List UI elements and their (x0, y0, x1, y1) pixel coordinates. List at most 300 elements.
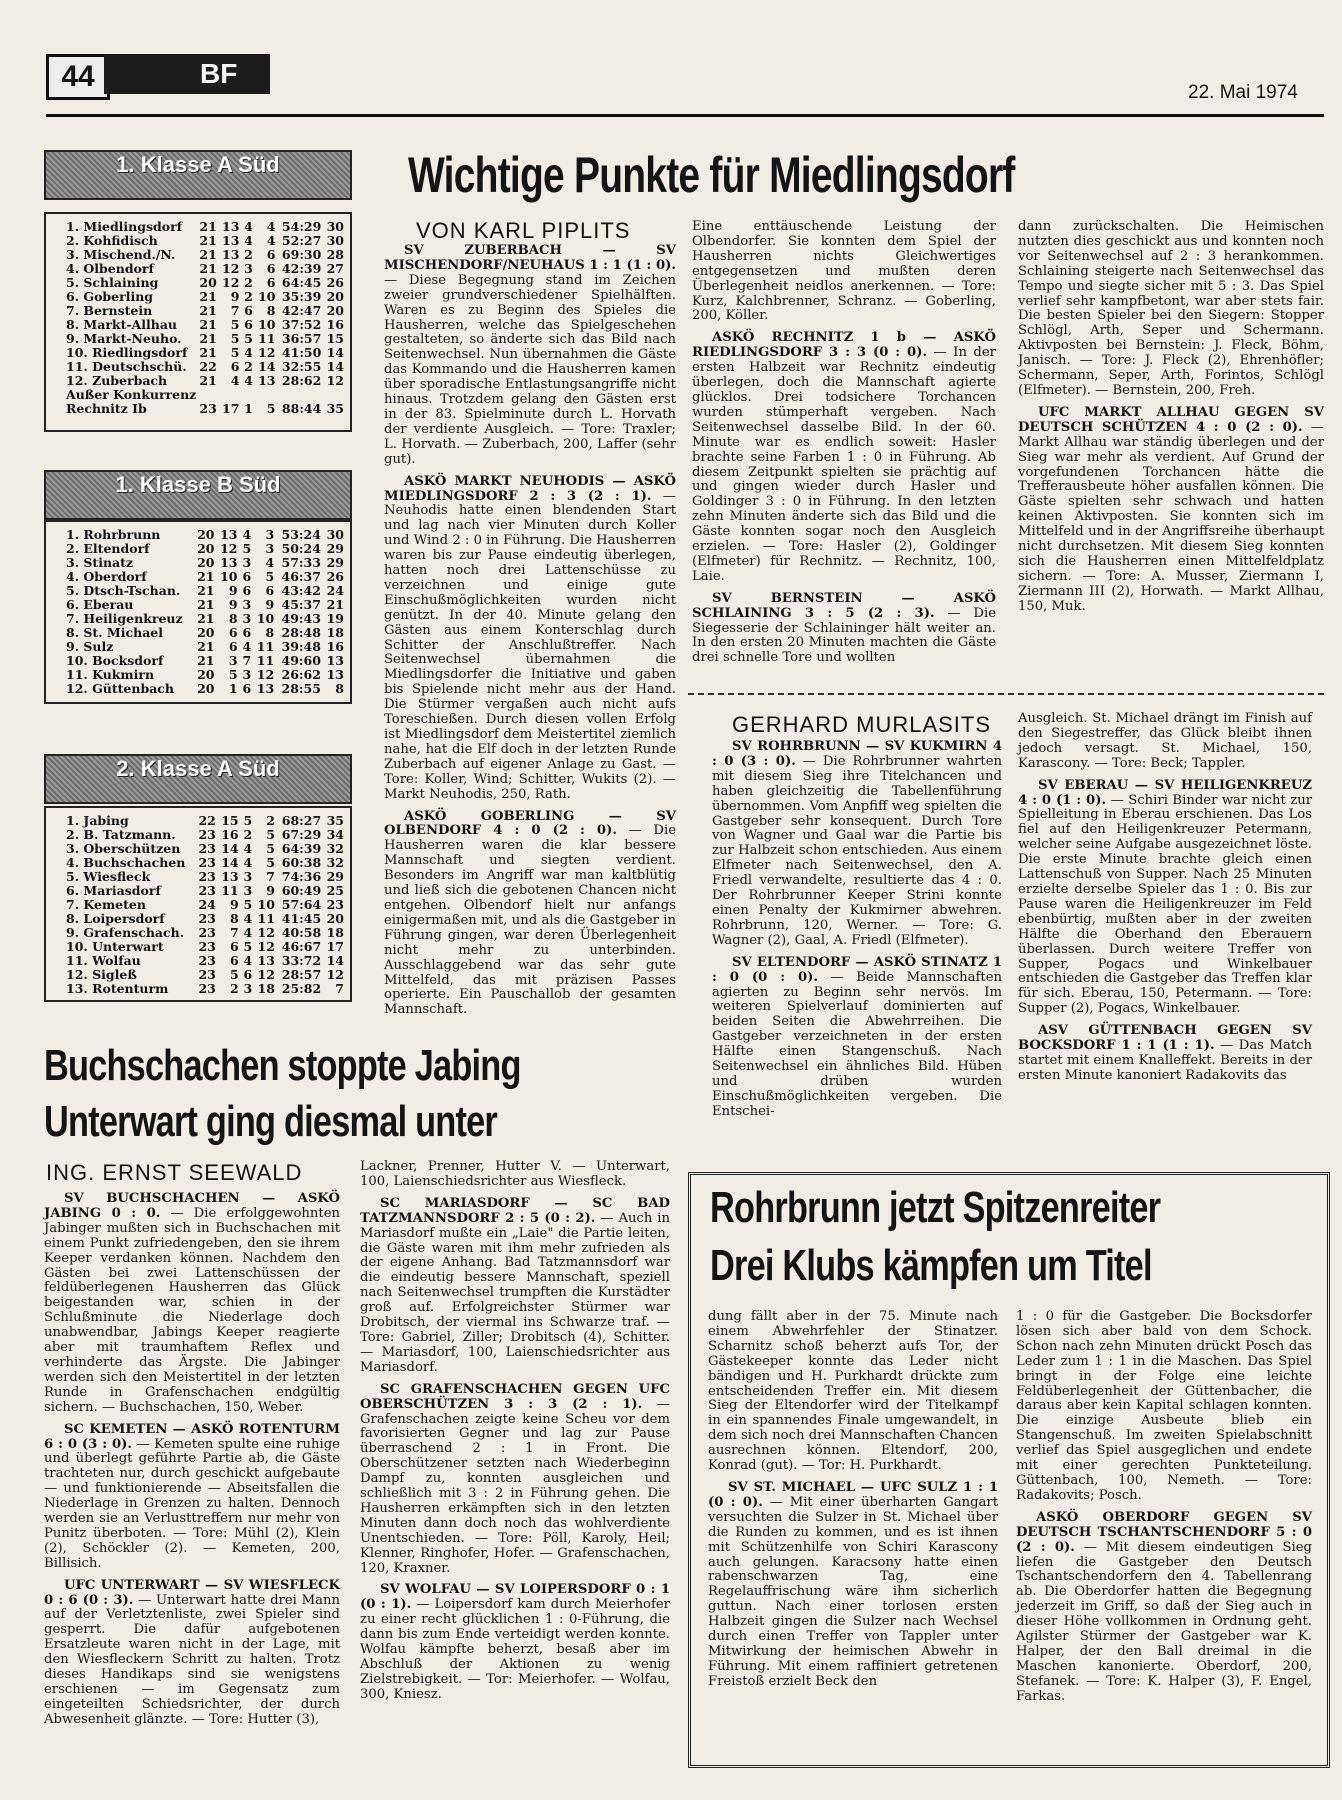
stat-cell: 23 (198, 855, 216, 870)
table-row (66, 870, 344, 884)
stat-cell: 5 (242, 541, 252, 556)
table-row (66, 828, 344, 842)
paragraph-text: — Unterwart hatte drei Mann auf der Verletztenliste, zwei Spieler sind gesperrt. Die dafür aufgebotenen Ersatzleute waren nicht in der Lage, mit den Wiesfleckern Schritt zu halten. Trotz dieses Handikaps sind sie wenigstens erschienen — im Gegensatz zum eingeteilten Schiedsrichter, der durch Abwesenheit glänzte. — Tore: Hutter (3), (44, 1592, 341, 1727)
paragraph-text: — Mit einer überharten Gangart versuchten die Sulzer in St. Michael über die Runden zu kommen, und es ist ihnen mit Schützenhilfe von Schiri Karascony auch gelungen. Karacsony hatte einen rabenschwarzen Tag, eine Regelauffrischung wäre ihm sicherlich guttun. Nach einer torlosen ersten Halbzeit gingen die Sulzer nach Wechsel durch einen Treffer von Tappler unter Mitwirkung der heimischen Abwehr in Führung. Mit einem raffiniert getretenen Freistoß erzielt Beck den (708, 1494, 998, 1689)
team-name: 3. Oberschützen (66, 841, 181, 856)
stat-cell: 23 (198, 981, 216, 996)
box-border-top (688, 693, 1324, 700)
stat-cell: 30 (326, 219, 344, 234)
paragraph-text: — Die Rohrbrunner wahrten mit diesem Sieg ihre Titelchancen und haben gleichzeitig die Tabellenführung übernommen. Vom Anpfiff weg spielten die Gastgeber sehr konsequent. Durch Tore von Wagner und Gaal war die Partie bis zur Halbzeit schon entschieden. Aus einem Elfmeter nach Seitenwechsel, den A. Friedl verwandelte, resultierte das 4 : 0. Der Rohrbrunner Keeper Strini konnte einen Penalty der Kukmirner abwehren. Rohrbrunn, 120, Werner. — Tore: G. Wagner (2), Gaal, A. Friedl (Elfmeter). (712, 753, 1002, 948)
paragraph-text: — Diese Begegnung stand im Zeichen zweier grundverschiedener Spielhälften. Waren es zu Beginn des Spieles die Hausherren, welche das Spielgeschehen gestalteten, so änderte sich das Bild nach Seitenwechsel. Nun übernahmen die Gäste das Kommando und die Hausherren kamen über sporadische Entlastungsangriffe nicht hinaus. Trotzdem gelang den Gästen erst in der 83. Spielminute durch L. Horvath der verdiente Ausgleich. — Tore: Traxler; L. Horvath. — Zuberbach, 200, Laffer (sehr gut). (384, 272, 676, 467)
stat-cell: 12 (257, 967, 275, 982)
match-heading: SV ST. MICHAEL — UFC SULZ 1 : 1 (0 : 0). (708, 1479, 998, 1510)
paragraph (44, 1192, 340, 1416)
stat-cell: 32 (326, 841, 344, 856)
paragraph (360, 1197, 670, 1376)
stat-cell: 6 (242, 625, 252, 640)
table-row (66, 884, 344, 898)
match-heading: UFC MARKT ALLHAU GEGEN SV DEUTSCH SCHÜTZEN 4 : 0 (2 : 0). (1018, 404, 1324, 435)
stat-cell: 4 (243, 841, 253, 856)
stat-cell: 26:62 (281, 667, 321, 682)
team-name: 12. Güttenbach (66, 681, 174, 696)
stat-cell: 15 (221, 813, 239, 828)
team-name: 3. Mischend./N. (66, 247, 176, 262)
stat-cell: 14 (258, 359, 276, 374)
stat-cell: 27 (326, 261, 344, 276)
stat-cell: 4 (244, 373, 253, 388)
stat-cell: 23 (198, 911, 216, 926)
paragraph-text: Lackner, Prenner, Hutter V. — Unterwart, 100, Laienschiedsrichter aus Wiesfleck. (360, 1159, 670, 1189)
team-name: 9. Grafenschach. (66, 925, 185, 940)
team-name: 12. Zuberbach (66, 373, 168, 388)
stat-cell: 18 (257, 981, 275, 996)
stat-cell: 10 (220, 569, 238, 584)
paragraph (384, 475, 676, 803)
team-name: 9. Sulz (66, 639, 114, 654)
stat-cell: 6 (266, 275, 276, 290)
stat-cell: 5 (266, 855, 275, 870)
stat-cell: 3 (243, 869, 253, 884)
stat-cell: 41:50 (281, 345, 322, 360)
match-heading: UFC UNTERWART — SV WIESFLECK 0 : 6 (0 : 3). (44, 1577, 340, 1608)
article-column (44, 1192, 340, 1735)
stat-cell: 28 (326, 247, 344, 262)
table-row (66, 304, 344, 318)
match-heading: SV BUCHSCHACHEN — ASKÖ JABING 0 : 0. (44, 1191, 340, 1221)
stat-cell: 14 (221, 855, 239, 870)
table-title: 1. Klasse A Süd (44, 150, 352, 200)
stat-cell: 52:27 (281, 233, 322, 248)
stat-cell: 14 (326, 345, 344, 360)
stat-cell: 14 (326, 359, 344, 374)
stat-cell: 5 (266, 827, 275, 842)
team-name: 7. Heiligenkreuz (66, 611, 183, 626)
match-heading: SC MARIASDORF — SC BAD TATZMANNSDORF 2 : 5 (0 : 2). (360, 1195, 670, 1226)
stat-cell: 23 (326, 897, 344, 912)
stat-cell: 5 (228, 667, 238, 682)
stat-cell: 18 (326, 625, 344, 640)
table-row (66, 374, 344, 388)
paragraph (1018, 712, 1312, 772)
table-row (66, 682, 344, 696)
stat-cell: 21 (199, 373, 217, 388)
stat-cell: 23 (198, 953, 216, 968)
byline-piplits: VON KARL PIPLITS (416, 218, 631, 243)
table-row (66, 318, 344, 332)
table-row (66, 954, 344, 968)
team-name: 6. Mariasdorf (66, 883, 161, 898)
stat-cell: 6 (228, 625, 238, 640)
team-name: 4. Olbendorf (66, 261, 154, 276)
team-name: 9. Markt-Neuho. (66, 331, 182, 346)
issue-date: 22. Mai 1974 (1188, 82, 1298, 103)
stat-cell: 8 (229, 911, 239, 926)
match-heading: ASKÖ GOBERLING — SV OLBENDORF 4 : 0 (2 : 0). (384, 808, 676, 839)
table-row (66, 926, 344, 940)
stat-cell: 6 (242, 681, 252, 696)
stat-cell: 10 (258, 289, 276, 304)
table-title: 1. Klasse B Süd (44, 470, 352, 520)
stat-cell: 40:58 (281, 925, 322, 940)
stat-cell: 34 (326, 827, 344, 842)
stat-cell: 8 (266, 303, 276, 318)
stat-cell: 20 (199, 275, 217, 290)
match-heading: SV EBERAU — SV HEILIGENKREUZ 4 : 0 (1 : 0). (1018, 777, 1312, 808)
paragraph (692, 592, 996, 667)
stat-cell: 12 (326, 373, 344, 388)
byline-murlasits: GERHARD MURLASITS (732, 712, 992, 737)
stat-cell: 21 (197, 611, 215, 626)
paragraph-text: — Die erfolggewohnten Jabinger mußten sich in Buchschachen mit einem Punkt zufriedengeben, den sie ihrem Keeper verdanken können. Nachdem den Gästen bei zwei Lattenschüssen der feldüberlegenen Hausherren das Glück beigestanden war, schien in der Schlußminute die Niederlage doch unabwendbar, Jabings Keeper reagierte aber mit traumhaftem Reflex und verhinderte das Ärgste. Die Jabinger werden sich den Meistertitel in der letzten Runde in Grafenschachen endgültig sichern. — Buchschachen, 150, Weber. (44, 1205, 340, 1415)
stat-cell: 28:62 (281, 373, 322, 388)
article-column (692, 220, 996, 673)
paragraph-text: — Kemeten spulte eine ruhige und überlegt geführte Partie ab, die Gäste trachteten nur, durch geschickt aufgebaute — und funktionierende — Abseitsfallen die Niederlage in Grenzen zu halten. Dennoch werden sie an Verlusttreffern nur mehr von Punitz überboten. — Tore: Mühl (2), Klein (2), Schöckler (2). — Kemeten, 200, Billisich. (44, 1436, 340, 1571)
team-name: 2. B. Tatzmann. (66, 827, 176, 842)
stat-cell: 9 (266, 883, 275, 898)
headline-miedlingsdorf: Wichtige Punkte für Miedlingsdorf (408, 147, 1015, 203)
paragraph-text: — Beide Mannschaften agierten zu Beginn sehr nervös. Im weiteren Spielverlauf dominierten auf beiden Seiten die Abwehrreihen. Die Gastgeber verzeichneten in der ersten Hälfte einen Stangenschuß. Nach Seitenwechsel ein ähnliches Bild. Hüben und drüben wurden Einschußmöglichkeiten vergeben. Die Entschei- (712, 969, 1003, 1119)
stat-cell: 2 (244, 359, 253, 374)
stat-cell: 35 (326, 401, 344, 416)
stat-cell: 36:57 (281, 331, 322, 346)
match-heading: SV ELTENDORF — ASKÖ STINATZ 1 : 0 (0 : 0). (712, 954, 1002, 985)
stat-cell: 5 (243, 897, 253, 912)
paragraph-text: dung fällt aber in der 75. Minute nach einem Abwehrfehler der Stinatzer. Scharnitz schoß beherzt aufs Tor, der Gästekeeper konnte das Leder nicht bändigen und H. Purkhardt drückte zum entscheidenden Treffer ein. Mit diesem Sieg der Eltendorfer wird der Titelkampf in ein spannendes Finale umgewandelt, in dem sich noch drei Mannschaften Chancen ausrechnen können. Eltendorf, 200, Konrad (gut). — Tor: H. Purkhardt. (708, 1309, 998, 1474)
paragraph (1018, 406, 1324, 615)
stat-cell: 4 (244, 345, 253, 360)
stat-cell: 33:72 (281, 953, 322, 968)
headline-buchschachen: Buchschachen stoppte Jabing (44, 1041, 521, 1090)
league-table (44, 520, 352, 704)
stat-cell: 12 (257, 925, 275, 940)
paragraph (692, 220, 996, 324)
stat-cell: 13 (222, 233, 240, 248)
table-row (66, 612, 344, 626)
stat-cell: 3 (228, 653, 238, 668)
team-name: 10. Riedlingsdorf (66, 345, 188, 360)
stat-cell: 21 (326, 597, 344, 612)
team-name: 8. Loipersdorf (66, 911, 165, 926)
table-row (66, 360, 344, 374)
team-name: 6. Eberau (66, 597, 134, 612)
stat-cell: 4 (244, 219, 253, 234)
team-name: 11. Wolfau (66, 953, 141, 968)
stat-cell: 2 (244, 275, 253, 290)
stat-cell: 64:45 (281, 275, 322, 290)
stat-cell: 6 (244, 303, 253, 318)
stat-cell: 21 (199, 331, 217, 346)
stat-cell: 3 (243, 981, 253, 996)
stat-cell: 45:37 (281, 597, 321, 612)
stat-cell: 23 (199, 401, 217, 416)
table-row (66, 584, 344, 598)
stat-cell: 43:42 (281, 583, 321, 598)
stat-cell: 23 (198, 869, 216, 884)
paragraph-text: Eine enttäuschende Leistung der Olbendorfer. Sie konnten dem Spiel der Hausherren nichts Gleichwertiges entgegensetzen und mußten deren Überlegenheit neidlos anerkennen. — Tore: Kurz, Kalchbrenner, Schranz. — Goberling, 200, Köller. (692, 219, 996, 324)
stat-cell: 35 (326, 813, 344, 828)
stat-cell: 21 (197, 639, 215, 654)
stat-cell: 57:64 (281, 897, 322, 912)
paragraph (44, 1579, 340, 1728)
stat-cell: 20 (197, 681, 215, 696)
paragraph (360, 1583, 670, 1702)
stat-cell: 9 (230, 289, 240, 304)
table-row (66, 626, 344, 640)
team-name: 13. Rotenturm (66, 981, 169, 996)
match-heading: ASKÖ MARKT NEUHODIS — ASKÖ MIEDLINGSDORF 2 : 3 (2 : 1). (384, 473, 676, 504)
stat-cell: 24 (326, 583, 344, 598)
stat-cell: 5 (229, 967, 239, 982)
stat-cell: 13 (220, 555, 238, 570)
league-table (44, 212, 352, 432)
table-row (66, 912, 344, 926)
stat-cell: 6 (266, 247, 276, 262)
stat-cell: 4 (243, 953, 253, 968)
stat-cell: 6 (266, 261, 276, 276)
stat-cell: 21 (199, 345, 217, 360)
stat-cell: 57:33 (281, 555, 321, 570)
table-row (66, 654, 344, 668)
stat-cell: 20 (197, 527, 215, 542)
stat-cell: 1 (228, 681, 238, 696)
team-name: 10. Bocksdorf (66, 653, 164, 668)
out-of-competition-label: Außer Konkurrenz (66, 387, 197, 402)
stat-cell: 39:48 (281, 639, 321, 654)
stat-cell: 54:29 (281, 219, 322, 234)
stat-cell: 3 (265, 541, 275, 556)
stat-cell: 23 (198, 827, 216, 842)
stat-cell: 37:52 (281, 317, 322, 332)
stat-cell: 6 (265, 583, 275, 598)
team-name: 1. Jabing (66, 813, 129, 828)
stat-cell: 5 (230, 345, 240, 360)
match-heading: ASKÖ RECHNITZ 1 b — ASKÖ RIEDLINGSDORF 3 : 3 (0 : 0). (692, 330, 996, 361)
stat-cell: 12 (222, 261, 240, 276)
stat-cell: 7 (230, 303, 240, 318)
table-row (66, 262, 344, 276)
stat-cell: 12 (222, 275, 240, 290)
stat-cell: 3 (265, 527, 275, 542)
stat-cell: 7 (242, 653, 252, 668)
stat-cell: 13 (220, 527, 238, 542)
headline-rohrbrunn: Rohrbrunn jetzt Spitzenreiter (710, 1183, 1161, 1232)
stat-cell: 6 (229, 939, 239, 954)
table-row (66, 898, 344, 912)
header-rule (46, 114, 1324, 117)
match-heading: ASV GÜTTENBACH GEGEN SV BOCKSDORF 1 : 1 (1 : 1). (1018, 1023, 1312, 1054)
paragraph (1018, 1024, 1312, 1084)
stat-cell: 8 (228, 611, 238, 626)
stat-cell: 60:38 (281, 855, 322, 870)
stat-cell: 17 (222, 401, 240, 416)
table-row (66, 814, 344, 828)
article-column (384, 244, 676, 1025)
stat-cell: 35:39 (281, 289, 322, 304)
stat-cell: 21 (199, 219, 217, 234)
team-name: Rechnitz Ib (66, 401, 147, 416)
table-row (66, 940, 344, 954)
paragraph-text: — Neuhodis hatte einen blendenden Start und lag nach vier Minuten durch Koller und Wind 2 : 0 in Führung. Die Hausherren waren bis zur Pause eindeutig überlegen, hatten noch drei Lattenschüsse zu verzeichnen und einige gute Einschußmöglichkeiten wurden nicht genützt. In der 40. Minute gelang den Gästen aus einem Konterschlag durch Schitter der Anschlußtreffer. Nach Seitenwechsel übernahmen die Miedlingsdorfer die Initiative und gaben bis Spielende nicht mehr aus der Hand. Die Stürmer vergaßen auch nicht aufs Toreschießen. Durch diesen vollen Erfolg ist Miedlingsdorf dem Meistertitel ziemlich nahe, hat die Elf doch in der letzten Runde Zuberbach auf eigener Anlage zu Gast. — Tore: Koller, Wind; Schitter, Wukits (2). — Markt Neuhodis, 250, Rath. (384, 488, 676, 802)
paragraph-text: — Auch in Mariasdorf mußte ein „Laie" die Partie leiten, die Gäste waren mit ihm mehr zufrieden als der eigene Anhang. Bad Tatzmannsdorf war die eindeutig bessere Mannschaft, speziell nach Seitenwechsel trumpften die Kurstädter groß auf. Erfolgreichster Stürmer war Drobitsch, der viermal ins Schwarze traf. — Tore: Gabriel, Ziller; Drobitsch (4), Schitter. — Mariasdorf, 100, Laienschiedsrichter aus Mariasdorf. (360, 1210, 671, 1375)
table-row (66, 402, 344, 416)
stat-cell: 4 (265, 555, 275, 570)
stat-cell: 19 (326, 611, 344, 626)
stat-cell: 4 (242, 527, 252, 542)
article-column (712, 740, 1002, 1127)
stat-cell: 9 (228, 583, 238, 598)
stat-cell: 11 (258, 331, 276, 346)
match-heading: SC GRAFENSCHACHEN GEGEN UFC OBERSCHÜTZEN 3 : 3 (2 : 1). (360, 1381, 670, 1412)
paragraph-text: — Markt Allhau war ständig überlegen und der Sieg war mehr als verdient. Auf Grund der vorgefundenen Torchancen hätte die Trefferausbeute höher ausfallen können. Die Gäste spielten sehr schwach und hatten keinen Aktivposten. Sie konnten sich im Mittelfeld und in der Angriffsreihe überhaupt nicht durchsetzen. Mit diesem Sieg konnten sich die Hausherren einen Mittelfeldplatz sichern. — Tore: A. Musser, Ziermann I, Ziermann III (2), Horwath. — Markt Allhau, 150, Muk. (1018, 419, 1324, 614)
stat-cell: 26 (326, 275, 344, 290)
stat-cell: 21 (197, 569, 215, 584)
stat-cell: 11 (221, 883, 239, 898)
stat-cell: 10 (257, 897, 275, 912)
stat-cell: 7 (335, 981, 344, 996)
paragraph (692, 331, 996, 584)
stat-cell: 3 (242, 667, 252, 682)
paragraph (360, 1160, 670, 1190)
stat-cell: 21 (197, 597, 215, 612)
stat-cell: 29 (326, 869, 344, 884)
article-column (1018, 712, 1312, 1091)
stat-cell: 88:44 (281, 401, 322, 416)
stat-cell: 20 (197, 555, 215, 570)
stat-cell: 21 (199, 303, 217, 318)
headline-drei-klubs: Drei Klubs kämpfen um Titel (710, 1241, 1152, 1290)
stat-cell: 5 (230, 331, 240, 346)
stat-cell: 2 (244, 247, 253, 262)
match-heading: ASKÖ OBERDORF GEGEN SV DEUTSCH TSCHANTSCHENDORF 5 : 0 (2 : 0). (1016, 1509, 1312, 1555)
stat-cell: 60:49 (281, 883, 322, 898)
stat-cell: 21 (199, 233, 217, 248)
stat-cell: 4 (266, 219, 276, 234)
stat-cell: 74:36 (281, 869, 322, 884)
team-name: 11. Kukmirn (66, 667, 155, 682)
stat-cell: 30 (326, 233, 344, 248)
stat-cell: 13 (258, 373, 276, 388)
stat-cell: 21 (197, 653, 215, 668)
paragraph (712, 956, 1002, 1120)
table-row (66, 234, 344, 248)
stat-cell: 13 (326, 667, 344, 682)
table-row (66, 556, 344, 570)
stat-cell: 26 (326, 569, 344, 584)
stat-cell: 3 (242, 555, 252, 570)
table-row (66, 668, 344, 682)
stat-cell: 23 (198, 841, 216, 856)
stat-cell: 9 (229, 897, 239, 912)
stat-cell: 29 (326, 555, 344, 570)
stat-cell: 3 (243, 883, 253, 898)
paragraph (384, 810, 676, 1019)
stat-cell: 4 (243, 925, 253, 940)
stat-cell: 6 (228, 639, 238, 654)
stat-cell: 24 (198, 897, 216, 912)
stat-cell: 20 (197, 625, 215, 640)
stat-cell: 64:39 (281, 841, 322, 856)
stat-cell: 4 (266, 233, 276, 248)
stat-cell: 21 (199, 289, 217, 304)
paragraph (360, 1383, 670, 1577)
stat-cell: 13 (222, 247, 240, 262)
stat-cell: 21 (197, 583, 215, 598)
team-name: 4. Buchschachen (66, 855, 186, 870)
stat-cell: 2 (266, 813, 275, 828)
stat-cell: 7 (229, 925, 239, 940)
stat-cell: 12 (257, 939, 275, 954)
stat-cell: 20 (197, 667, 215, 682)
team-name: 1. Rohrbrunn (66, 527, 161, 542)
stat-cell: 4 (244, 233, 253, 248)
stat-cell: 13 (222, 219, 240, 234)
table-row (66, 842, 344, 856)
team-name: 2. Kohfidisch (66, 233, 158, 248)
stat-cell: 17 (326, 939, 344, 954)
stat-cell: 18 (326, 925, 344, 940)
stat-cell: 5 (243, 813, 253, 828)
paragraph (712, 740, 1002, 949)
stat-cell: 42:47 (281, 303, 322, 318)
match-heading: SC KEMETEN — ASKÖ ROTENTURM 6 : 0 (3 : 0). (44, 1421, 340, 1452)
stat-cell: 20 (326, 303, 344, 318)
stat-cell: 12 (220, 541, 238, 556)
table-row (66, 542, 344, 556)
article-column (1016, 1310, 1312, 1712)
stat-cell: 28:48 (281, 625, 321, 640)
table-row (66, 346, 344, 360)
stat-cell: 13 (221, 869, 239, 884)
stat-cell: 22 (198, 813, 216, 828)
team-name: 2. Eltendorf (66, 541, 150, 556)
table-row (66, 276, 344, 290)
stat-cell: 16 (221, 827, 239, 842)
stat-cell: 50:24 (281, 541, 321, 556)
paragraph (384, 244, 676, 468)
paragraph-text: — In der ersten Halbzeit war Rechnitz eindeutig überlegen, doch die Mannschaft agierte glücklos. Drei todsichere Torchancen wurden stümperhaft vergeben. Nach Seitenwechsel dasselbe Bild. In der 60. Minute war es endlich soweit: Hasler brachte seine Farben 1 : 0 in Führung. Ab diesem Zeitpunkt spielten sie prächtig auf und gingen wieder durch Hasler und Goldinger 3 : 0 in Führung. In den letzten zehn Minuten änderte sich das Bild und die Gäste konnten sogar noch den Ausgleich erzielen. — Tore: Hasler (2), Goldinger (Elfmeter) für Rechnitz. — Rechnitz, 100, Laie. (692, 345, 996, 584)
table-note (66, 388, 344, 402)
stat-cell: 69:30 (281, 247, 322, 262)
paragraph-text: 1 : 0 für die Gastgeber. Die Bocksdorfer lösen sich aber bald von dem Schock. Schon nach zehn Minuten drückt Posch das Leder zum 1 : 1 in die Maschen. Das Spiel bringt in der Folge eine leichte Feldüberlegenheit der Güttenbacher, die daraus aber kein Kapital schlagen konnten. Die einzige Ausbeute blieb ein Stangenschuß. Im zweiten Spielabschnitt verlief das Spiel ausgeglichen und endete mit einer gerechten Punkteteilung. Güttenbach, 100, Nemeth. — Tore: Radakovits; Posch. (1016, 1309, 1312, 1503)
table-row (66, 220, 344, 234)
table-row (66, 570, 344, 584)
stat-cell: 12 (326, 967, 344, 982)
stat-cell: 32 (326, 855, 344, 870)
stat-cell: 20 (326, 289, 344, 304)
table-row (66, 290, 344, 304)
stat-cell: 16 (326, 639, 344, 654)
match-heading: SV ZUBERBACH — SV MISCHENDORF/NEUHAUS 1 : 1 (1 : 0). (384, 243, 676, 273)
stat-cell: 9 (228, 597, 238, 612)
team-name: 5. Schlaining (66, 275, 159, 290)
paragraph-text: dann zurückschalten. Die Heimischen nutzten dies geschickt aus und konnten noch vor Seitenwechsel auf 2 : 3 herankommen. Schlaining steigerte nach Seitenwechsel das Tempo und siegte sicher mit 5 : 3. Das Spiel verlief sehr kampfbetont, war aber stets fair. Die besten Spieler bei den Siegern: Stopper Schlögl, Arth, Seper und Schermann. Aktivposten bei Bernstein: J. Fleck, Böhm, Janisch. — Tore: J. Fleck (2), Ehrenhöfler; Schermann, Seper, Arth, Forintos, Schlögl (Elfmeter). — Bernstein, 200, Freh. (1018, 219, 1324, 398)
stat-cell: 20 (197, 541, 215, 556)
stat-cell: 10 (256, 611, 275, 626)
stat-cell: 6 (244, 317, 253, 332)
paragraph (1016, 1511, 1312, 1705)
league-table (44, 806, 352, 1002)
stat-cell: 30 (326, 527, 344, 542)
table-row (66, 856, 344, 870)
paragraph (708, 1310, 998, 1474)
table-row (66, 598, 344, 612)
match-heading: SV ROHRBRUNN — SV KUKMIRN 4 : 0 (3 : 0). (712, 739, 1002, 769)
stat-cell: 23 (198, 939, 216, 954)
stat-cell: 16 (326, 317, 344, 332)
headline-unterwart: Unterwart ging diesmal unter (44, 1097, 497, 1146)
stat-cell: 9 (265, 597, 275, 612)
stat-cell: 67:29 (281, 827, 322, 842)
